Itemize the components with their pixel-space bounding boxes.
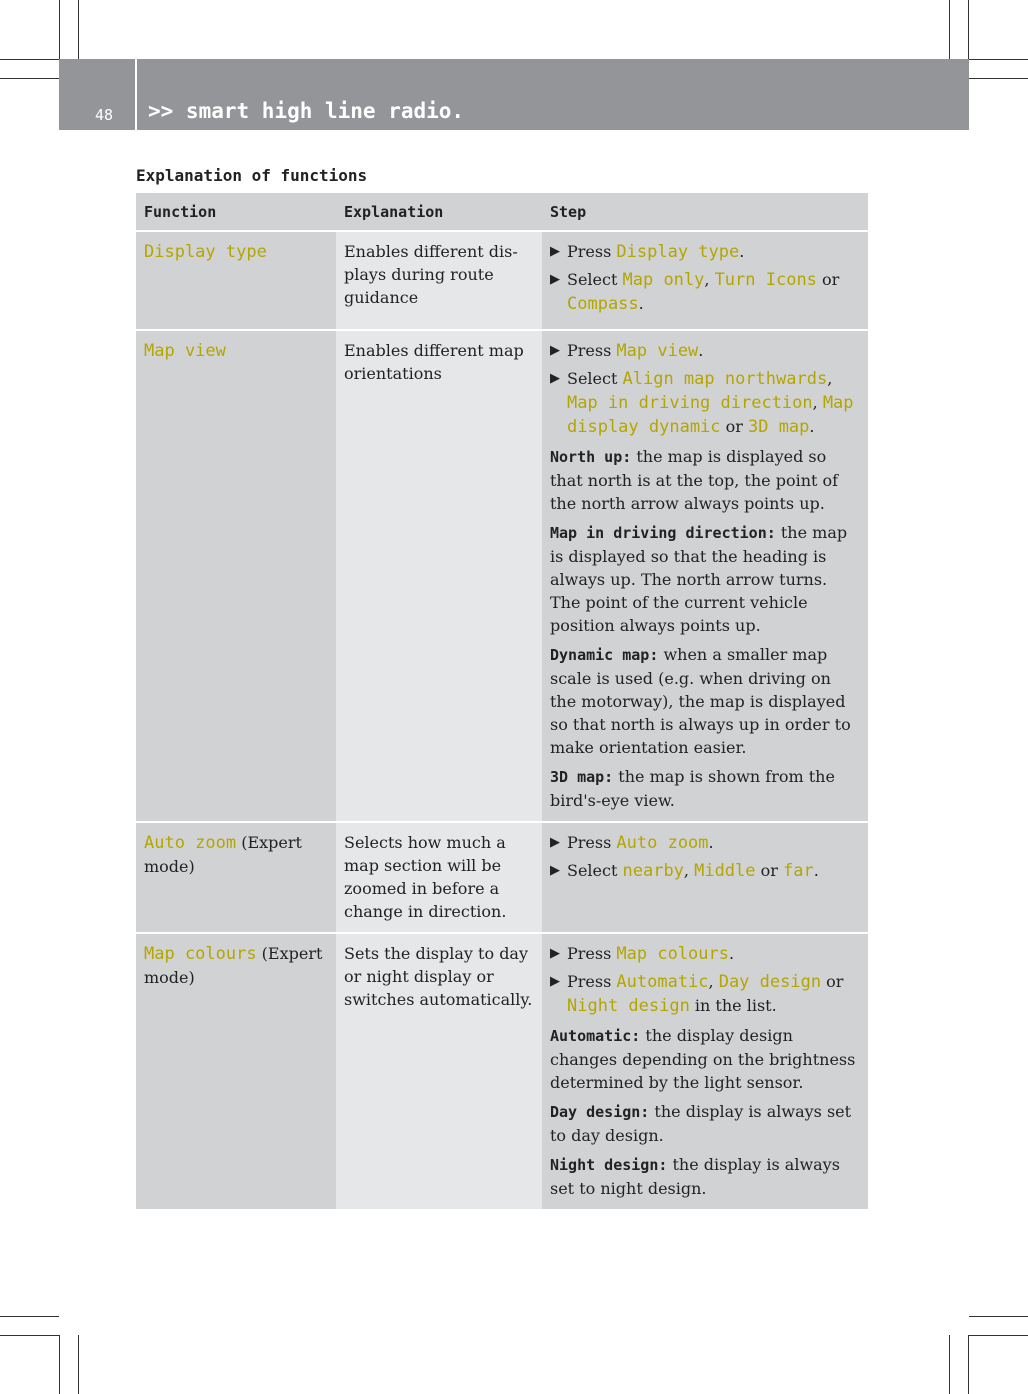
step-end: . bbox=[739, 242, 745, 261]
crop-mark bbox=[59, 0, 60, 59]
step-cell bbox=[542, 822, 868, 933]
step-cell bbox=[542, 933, 868, 1210]
play-arrow-icon: ▶ bbox=[550, 244, 560, 259]
menu-option: Compass bbox=[567, 294, 639, 314]
crop-mark bbox=[0, 1316, 59, 1317]
crop-mark bbox=[968, 1335, 969, 1394]
note-paragraph bbox=[550, 1024, 860, 1094]
function-cell bbox=[136, 933, 336, 1210]
table-row bbox=[136, 330, 868, 822]
menu-option: Map in driving direction bbox=[567, 393, 813, 413]
step-end: . bbox=[809, 417, 815, 436]
crop-mark bbox=[0, 1335, 59, 1336]
menu-option: Day design bbox=[718, 972, 822, 992]
menu-option: Map only bbox=[622, 270, 705, 290]
step-verb: Press bbox=[567, 341, 612, 360]
note-text: the map is displayed so that north is at the top, the point of the north arrow always points up. bbox=[550, 447, 839, 513]
step-item bbox=[550, 859, 860, 883]
play-arrow-icon: ▶ bbox=[550, 835, 560, 850]
step-verb: Select bbox=[567, 270, 618, 289]
explanation-cell: Enables different displays during route guidance bbox=[336, 231, 542, 330]
step-end: in the list. bbox=[689, 996, 777, 1015]
step-separator: or bbox=[755, 861, 783, 880]
step-separator: , bbox=[708, 972, 719, 991]
play-arrow-icon: ▶ bbox=[550, 974, 560, 989]
functions-table bbox=[136, 193, 868, 1211]
menu-option: far bbox=[782, 861, 814, 881]
note-label: Day design: bbox=[550, 1103, 650, 1121]
step-cell bbox=[542, 231, 868, 330]
note-paragraph bbox=[550, 521, 860, 637]
section-title: Explanation of functions bbox=[136, 166, 368, 185]
note-text: the display is always set to night design. bbox=[550, 1155, 840, 1198]
function-name: Display type bbox=[144, 242, 267, 262]
note-label: Dynamic map: bbox=[550, 646, 659, 664]
note-text: the map is shown from the bird's-eye view. bbox=[550, 767, 835, 810]
step-end: . bbox=[708, 833, 714, 852]
play-arrow-icon: ▶ bbox=[550, 946, 560, 961]
crop-mark bbox=[969, 1316, 1028, 1317]
step-item bbox=[550, 367, 860, 439]
page-header bbox=[59, 59, 969, 130]
column-header-explanation: Explanation bbox=[336, 193, 542, 231]
menu-option: Middle bbox=[694, 861, 756, 881]
menu-option: Turn Icons bbox=[714, 270, 817, 290]
play-arrow-icon: ▶ bbox=[550, 343, 560, 358]
crop-mark bbox=[968, 0, 969, 59]
function-name: Map colours bbox=[144, 944, 257, 964]
crop-mark bbox=[969, 59, 1028, 60]
table-row bbox=[136, 933, 868, 1210]
note-text: the map is displayed so that the heading is always up. The north arrow turns. The point of the current vehicle position always points up. bbox=[550, 523, 848, 635]
step-end: . bbox=[638, 294, 644, 313]
step-separator: , bbox=[827, 369, 833, 388]
function-suffix: (Expert mode) bbox=[144, 833, 302, 876]
note-paragraph bbox=[550, 1153, 860, 1200]
step-cell bbox=[542, 330, 868, 822]
table-row bbox=[136, 231, 868, 330]
step-end: . bbox=[813, 861, 819, 880]
menu-option: Automatic bbox=[616, 972, 709, 992]
menu-option: Map colours bbox=[616, 944, 729, 964]
menu-option: Display type bbox=[616, 242, 740, 262]
note-text: when a smaller map scale is used (e.g. when driving on the motorway), the map is displayed so that north is always up in order to make orientation easier. bbox=[550, 645, 851, 757]
function-name: Auto zoom bbox=[144, 833, 237, 853]
note-label: North up: bbox=[550, 448, 632, 466]
function-cell bbox=[136, 822, 336, 933]
crop-mark bbox=[0, 78, 59, 79]
function-cell bbox=[136, 231, 336, 330]
explanation-cell: Enables different map orientations bbox=[336, 330, 542, 822]
note-label: Night design: bbox=[550, 1156, 668, 1174]
chapter-title: >> smart high line radio. bbox=[148, 99, 465, 123]
crop-mark bbox=[78, 1335, 79, 1394]
step-verb: Press bbox=[567, 944, 612, 963]
function-suffix: (Expert mode) bbox=[144, 944, 323, 987]
step-separator: or bbox=[720, 417, 748, 436]
page-number: 48 bbox=[95, 106, 114, 124]
crop-mark bbox=[969, 1335, 1028, 1336]
step-verb: Press bbox=[567, 242, 612, 261]
play-arrow-icon: ▶ bbox=[550, 863, 560, 878]
step-item bbox=[550, 942, 860, 966]
table-row bbox=[136, 822, 868, 933]
step-end: . bbox=[698, 341, 704, 360]
note-text: the display design changes depending on the brightness determined by the light sensor. bbox=[550, 1026, 856, 1092]
note-text: the display is always set to day design. bbox=[550, 1102, 852, 1145]
step-separator: , bbox=[683, 861, 695, 880]
step-verb: Press bbox=[567, 972, 612, 991]
menu-option: Map view bbox=[616, 341, 699, 361]
step-separator: or bbox=[821, 972, 844, 991]
step-separator: , bbox=[704, 270, 715, 289]
step-verb: Select bbox=[567, 861, 618, 880]
crop-mark bbox=[0, 59, 59, 60]
step-item bbox=[550, 970, 860, 1018]
crop-mark bbox=[78, 0, 79, 59]
table-header-row bbox=[136, 193, 868, 231]
menu-option: Auto zoom bbox=[616, 833, 709, 853]
step-item bbox=[550, 831, 860, 855]
menu-option: Align map northwards bbox=[622, 369, 828, 389]
menu-option: nearby bbox=[622, 861, 684, 881]
step-item bbox=[550, 240, 860, 264]
explanation-cell: Sets the display to day or night display or switches automatically. bbox=[336, 933, 542, 1210]
note-paragraph bbox=[550, 765, 860, 812]
explanation-cell: Selects how much a map section will be zoomed in before a change in direction. bbox=[336, 822, 542, 933]
crop-mark bbox=[969, 78, 1028, 79]
header-divider bbox=[135, 59, 137, 130]
play-arrow-icon: ▶ bbox=[550, 272, 560, 287]
note-label: 3D map: bbox=[550, 768, 614, 786]
note-label: Map in driving direction: bbox=[550, 524, 776, 542]
step-item bbox=[550, 339, 860, 363]
crop-mark bbox=[949, 0, 950, 59]
step-end: . bbox=[729, 944, 735, 963]
menu-option: 3D map bbox=[747, 417, 810, 437]
play-arrow-icon: ▶ bbox=[550, 371, 560, 386]
note-label: Automatic: bbox=[550, 1027, 641, 1045]
note-paragraph bbox=[550, 1100, 860, 1147]
column-header-function: Function bbox=[136, 193, 336, 231]
step-item bbox=[550, 268, 860, 316]
step-separator: , bbox=[812, 393, 823, 412]
function-cell bbox=[136, 330, 336, 822]
column-header-step: Step bbox=[542, 193, 868, 231]
menu-option: Night design bbox=[567, 996, 690, 1016]
step-verb: Select bbox=[567, 369, 618, 388]
step-verb: Press bbox=[567, 833, 612, 852]
step-separator: or bbox=[816, 270, 840, 289]
note-paragraph bbox=[550, 445, 860, 515]
crop-mark bbox=[59, 1335, 60, 1394]
note-paragraph bbox=[550, 643, 860, 759]
menu-option: Map display dynamic bbox=[567, 393, 854, 437]
function-name: Map view bbox=[144, 341, 226, 361]
crop-mark bbox=[949, 1335, 950, 1394]
